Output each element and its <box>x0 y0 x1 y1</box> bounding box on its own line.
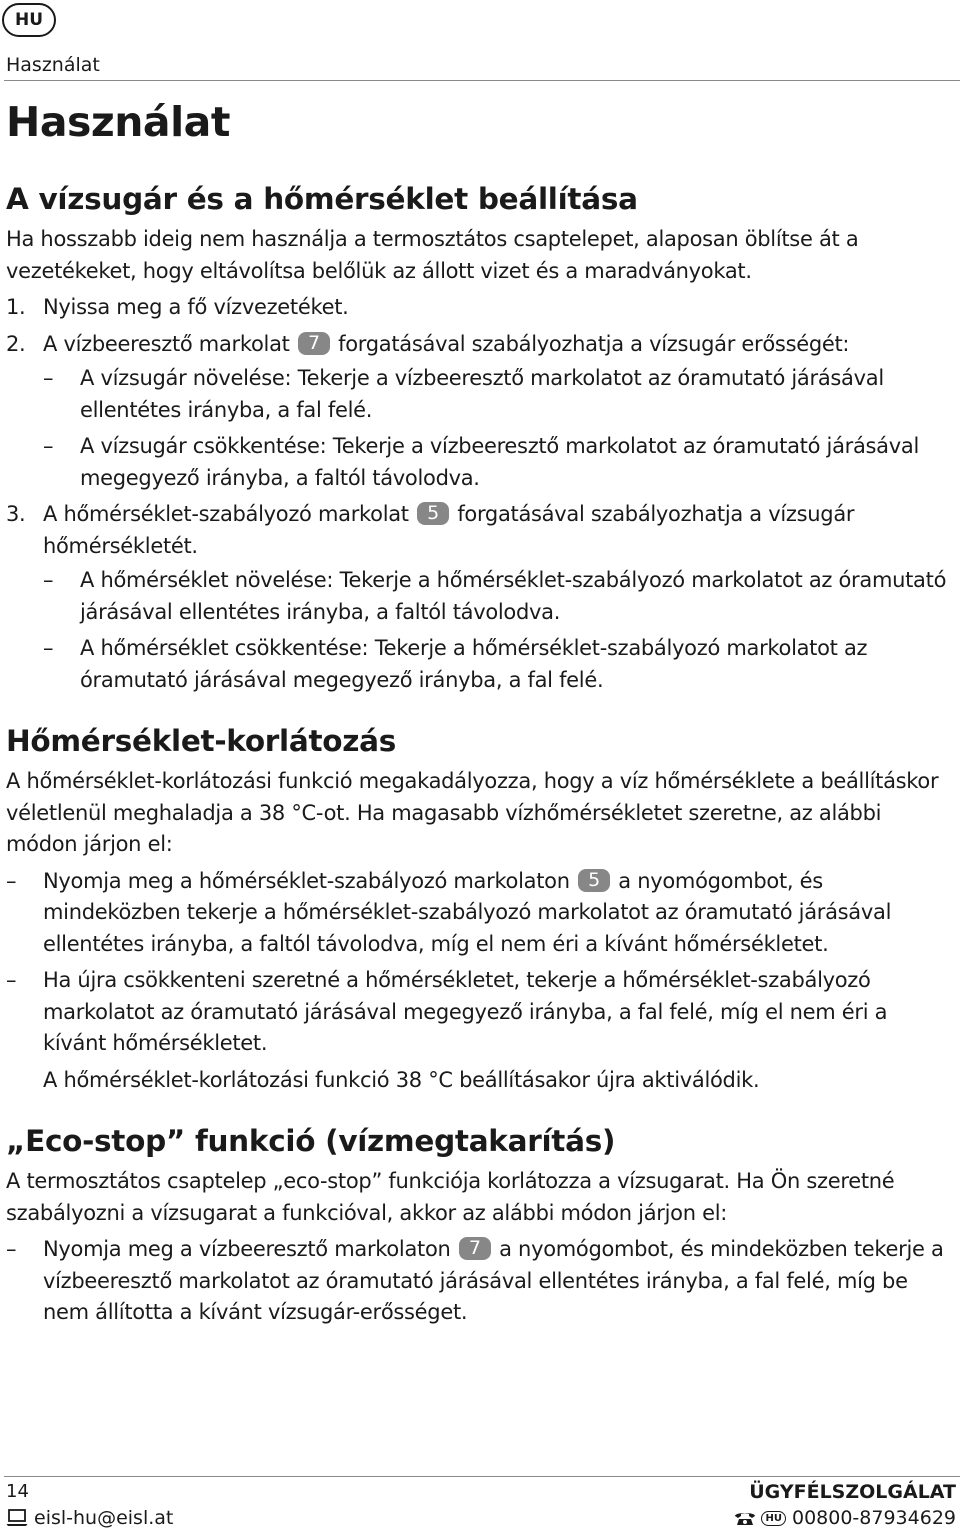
step-text-before: A hőmérséklet-szabályozó markolat <box>43 502 409 526</box>
footer-phone <box>733 1506 956 1530</box>
country-badge: HU <box>2 3 56 37</box>
part-number-badge: 7 <box>459 1237 491 1260</box>
list-text-after: a nyomógombot, és mindeközben tekerje a hőmérséklet-szabályozó markolatot az óramutató járásával ellentétes irányba, a faltól távolodva, míg el nem éri a kívánt hőmérsékletet. <box>43 868 892 956</box>
list-item <box>43 431 956 494</box>
eco-intro: A termosztátos csaptelep „eco-stop” funkciója korlátozza a vízsugarat. Ha Ön szeretné szabályozni a vízsugarat a funkcióval, akkor az alábbi módon járjon el: <box>6 1169 895 1225</box>
page-title: Használat <box>6 98 230 146</box>
list-item <box>6 866 956 961</box>
step-1 <box>6 292 956 324</box>
footer-email <box>6 1506 173 1530</box>
list-item-text <box>43 1234 956 1329</box>
step-2 <box>6 329 956 361</box>
part-number-badge: 5 <box>578 869 610 892</box>
step-number: 3. <box>6 502 26 526</box>
list-item <box>43 363 956 426</box>
email-link[interactable]: eisl-hu@eisl.at <box>34 1507 174 1529</box>
phone-icon <box>733 1510 757 1526</box>
bullet-dash: – <box>6 1237 17 1261</box>
list-item-text: A vízsugár csökkentése: Tekerje a vízbeeresztő markolatot az óramutató járásával megegyező irányba, a faltól távolodva. <box>80 434 919 490</box>
step-text-after: forgatásával szabályozhatja a vízsugár erősségét: <box>338 331 850 356</box>
step-text-before: A vízbeeresztő markolat <box>43 331 290 356</box>
list-item <box>6 965 956 1060</box>
water-intro: Ha hosszabb ideig nem használja a termosztátos csaptelepet, alaposan öblítse át a vezetékeket, hogy eltávolítsa belőlük az állott vizet és a maradványokat. <box>6 227 859 283</box>
main-content <box>6 178 956 1329</box>
running-head: Használat <box>6 54 100 76</box>
bullet-dash: – <box>43 366 54 390</box>
list-item <box>6 1234 956 1329</box>
step-text <box>43 329 956 361</box>
section-heading-limit: Hőmérséklet-korlátozás <box>6 724 396 758</box>
part-number-badge: 7 <box>298 332 330 355</box>
footer-divider <box>4 1476 960 1477</box>
list-item-text <box>43 866 956 961</box>
list-item <box>43 565 956 628</box>
section-heading-water: A vízsugár és a hőmérséklet beállítása <box>6 182 638 216</box>
limit-intro: A hőmérséklet-korlátozási funkció megakadályozza, hogy a víz hőmérséklete a beállításkor véletlenül meghaladja a 38 °C-ot. Ha magasabb vízhőmérsékletet szeretne, az alábbi módon járjon el: <box>6 769 939 856</box>
step-text-after: forgatásával szabályozhatja a vízsugár hőmérsékletét. <box>43 502 855 558</box>
bullet-dash: – <box>43 636 54 660</box>
page-number: 14 <box>6 1481 29 1502</box>
list-item-text: A vízsugár növelése: Tekerje a vízbeeresztő markolatot az óramutató járásával ellentétes irányba, a fal felé. <box>80 366 884 422</box>
bullet-dash: – <box>43 434 54 458</box>
laptop-icon <box>6 1509 28 1527</box>
list-text-after: a nyomógombot, és mindeközben tekerje a vízbeeresztő markolatot az óramutató járásával ellentétes irányba, a fal felé, míg be nem állította a kívánt vízsugár-erősséget. <box>43 1237 944 1324</box>
limit-note: A hőmérséklet-korlátozási funkció 38 °C beállításakor újra aktiválódik. <box>43 1067 760 1092</box>
step-3-bullets <box>6 565 956 696</box>
list-item-text: Ha újra csökkenteni szeretné a hőmérsékletet, tekerje a hőmérséklet-szabályozó markolatot az óramutató járásával megegyező irányba, a fal felé, míg el nem éri a kívánt hőmérsékletet. <box>43 968 888 1055</box>
section-heading-eco: „Eco-stop” funkció (vízmegtakarítás) <box>6 1124 616 1158</box>
step-number: 1. <box>6 295 26 319</box>
phone-number[interactable]: 00800-87934629 <box>791 1507 956 1529</box>
list-text-before: Nyomja meg a vízbeeresztő markolaton <box>43 1237 451 1261</box>
step-number: 2. <box>6 331 26 356</box>
step-text: Nyissa meg a fő vízvezetéket. <box>43 295 349 319</box>
bullet-dash: – <box>6 868 17 893</box>
list-item-text: A hőmérséklet csökkentése: Tekerje a hőmérséklet-szabályozó markolatot az óramutató járásával megegyező irányba, a fal felé. <box>80 636 868 692</box>
step-text <box>43 499 956 562</box>
bullet-dash: – <box>43 568 54 592</box>
step-3 <box>6 499 956 562</box>
header-divider <box>4 80 960 81</box>
part-number-badge: 5 <box>417 502 449 525</box>
list-text-before: Nyomja meg a hőmérséklet-szabályozó markolaton <box>43 868 570 893</box>
phone-country-badge: HU <box>761 1511 786 1526</box>
step-2-bullets <box>6 363 956 494</box>
bullet-dash: – <box>6 968 17 992</box>
list-item-text: A hőmérséklet növelése: Tekerje a hőmérséklet-szabályozó markolatot az óramutató járásával ellentétes irányba, a faltól távolodva. <box>80 568 947 624</box>
customer-service-label: ÜGYFÉLSZOLGÁLAT <box>749 1481 956 1503</box>
list-item <box>43 633 956 696</box>
